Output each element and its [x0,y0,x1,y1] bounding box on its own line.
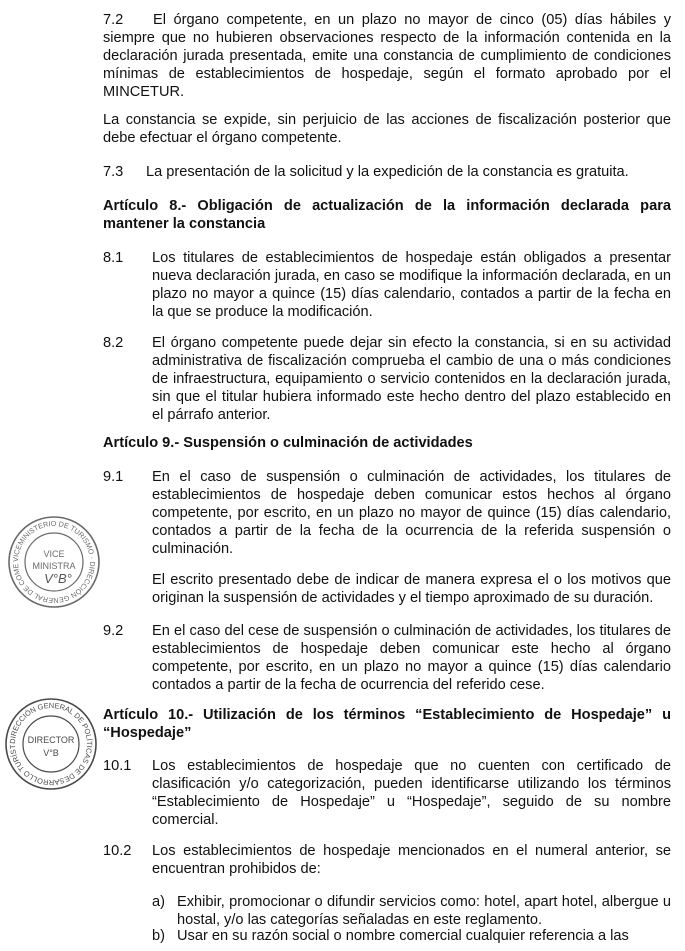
item-b-text: Usar en su razón social o nombre comercial cualquier referencia a las [177,928,629,944]
clause-7-2-text: El órgano competente, en un plazo no mayor de cinco (05) días hábiles y siempre que no hubieren observaciones respecto de la información contenida en la declaración jurada presentada, emite una constancia de cumplimiento de condiciones mínimas de establecimientos de hospedaje, según el formato aprobado por el MINCETUR. [103,12,671,100]
viceministra-stamp-line-3: V°B° [44,571,72,586]
viceministra-stamp-seal [6,514,102,610]
director-stamp-line-1: DIRECTOR [27,735,75,745]
director-stamp-ring-text: DIRECCIÓN GENERAL DE POLÍTICAS DE DESARROLLO TURÍST [7,700,95,788]
clause-number-9-2: 9.2 [103,623,124,639]
clause-9-2-text: En el caso del cese de suspensión o culminación de actividades, los titulares de establecimientos de hospedaje deben comunicar este hecho al órgano competente, por escrito, en un plazo no mayor a quince (15) días calendario contados a partir de la fecha de ocurrencia del referido cese. [152,623,671,693]
clause-8-1-text: Los titulares de establecimientos de hospedaje están obligados a presentar nueva declaración jurada, en caso se modifique la información declarada, en un plazo no mayor a quince (15) días calendario, contados a partir de la fecha en la que se produce la modificación. [152,250,671,320]
clause-7-3-text: La presentación de la solicitud y la expedición de la constancia es gratuita. [146,164,629,180]
clause-9-1-text: En el caso de suspensión o culminación de actividades, los titulares de establecimientos de hospedaje deben comunicar estos hechos al órgano competente, por escrito, en un plazo no mayor de quince (15) días calendario, contados a partir de la fecha de la ocurrencia de la referida suspensión o culminación. [152,469,671,557]
item-a-marker: a) [152,894,165,910]
clause-number-8-1: 8.1 [103,250,124,266]
article-9-heading: Artículo 9.- Suspensión o culminación de actividades [103,435,473,451]
viceministra-stamp-line-1: VICE [43,549,65,559]
clause-10-2-text: Los establecimientos de hospedaje mencionados en el numeral anterior, se encuentran prohibidos de: [152,843,671,877]
clause-number-7-2: 7.2 [103,12,124,28]
clause-9-1-paragraph-2: El escrito presentado debe de indicar de manera expresa el o los motivos que originan la suspensión de actividades y el tiempo aproximado de su duración. [152,572,671,606]
clause-7-2-paragraph-2: La constancia se expide, sin perjuicio de las acciones de fiscalización posterior que debe efectuar el órgano competente. [103,112,671,146]
article-8-heading: Artículo 8.- Obligación de actualización de la información declarada para mantener la constancia [103,198,671,232]
item-b-marker: b) [152,928,165,944]
viceministra-stamp-graphic [6,514,102,610]
viceministra-stamp-line-2: MINISTRA [32,561,76,571]
director-stamp-seal [3,696,99,792]
clause-number-8-2: 8.2 [103,335,124,351]
viceministra-stamp-ring-text: VICEMINISTERIO DE TURISMO · DIRECCIÓN GENERAL DE COME [10,518,98,606]
clause-number-7-3: 7.3 [103,164,124,180]
item-a-text: Exhibir, promocionar o difundir servicios como: hotel, apart hotel, albergue u hostal, y/o las categorías señaladas en este reglamento. [177,894,671,928]
clause-number-10-1: 10.1 [103,758,132,774]
clause-number-9-1: 9.1 [103,469,124,485]
clause-10-1-text: Los establecimientos de hospedaje que no cuenten con certificado de clasificación y/o categorización, pueden identificarse utilizando los términos “Establecimiento de Hospedaje” u “Hospedaje”, seguido de su nombre comercial. [152,758,671,828]
clause-number-10-2: 10.2 [103,843,132,859]
director-stamp-line-2: V°B [43,748,59,758]
article-10-heading: Artículo 10.- Utilización de los términos “Establecimiento de Hospedaje” u “Hospedaje” [103,707,671,741]
clause-8-2-text: El órgano competente puede dejar sin efecto la constancia, si en su actividad administrativa de fiscalización comprueba el cambio de una o más condiciones de infraestructura, equipamiento o servicio contenidos en la declaración jurada, sin que el titular hubiera informado este hecho dentro del plazo establecido en el párrafo anterior. [152,335,671,423]
director-stamp-graphic [3,696,99,792]
